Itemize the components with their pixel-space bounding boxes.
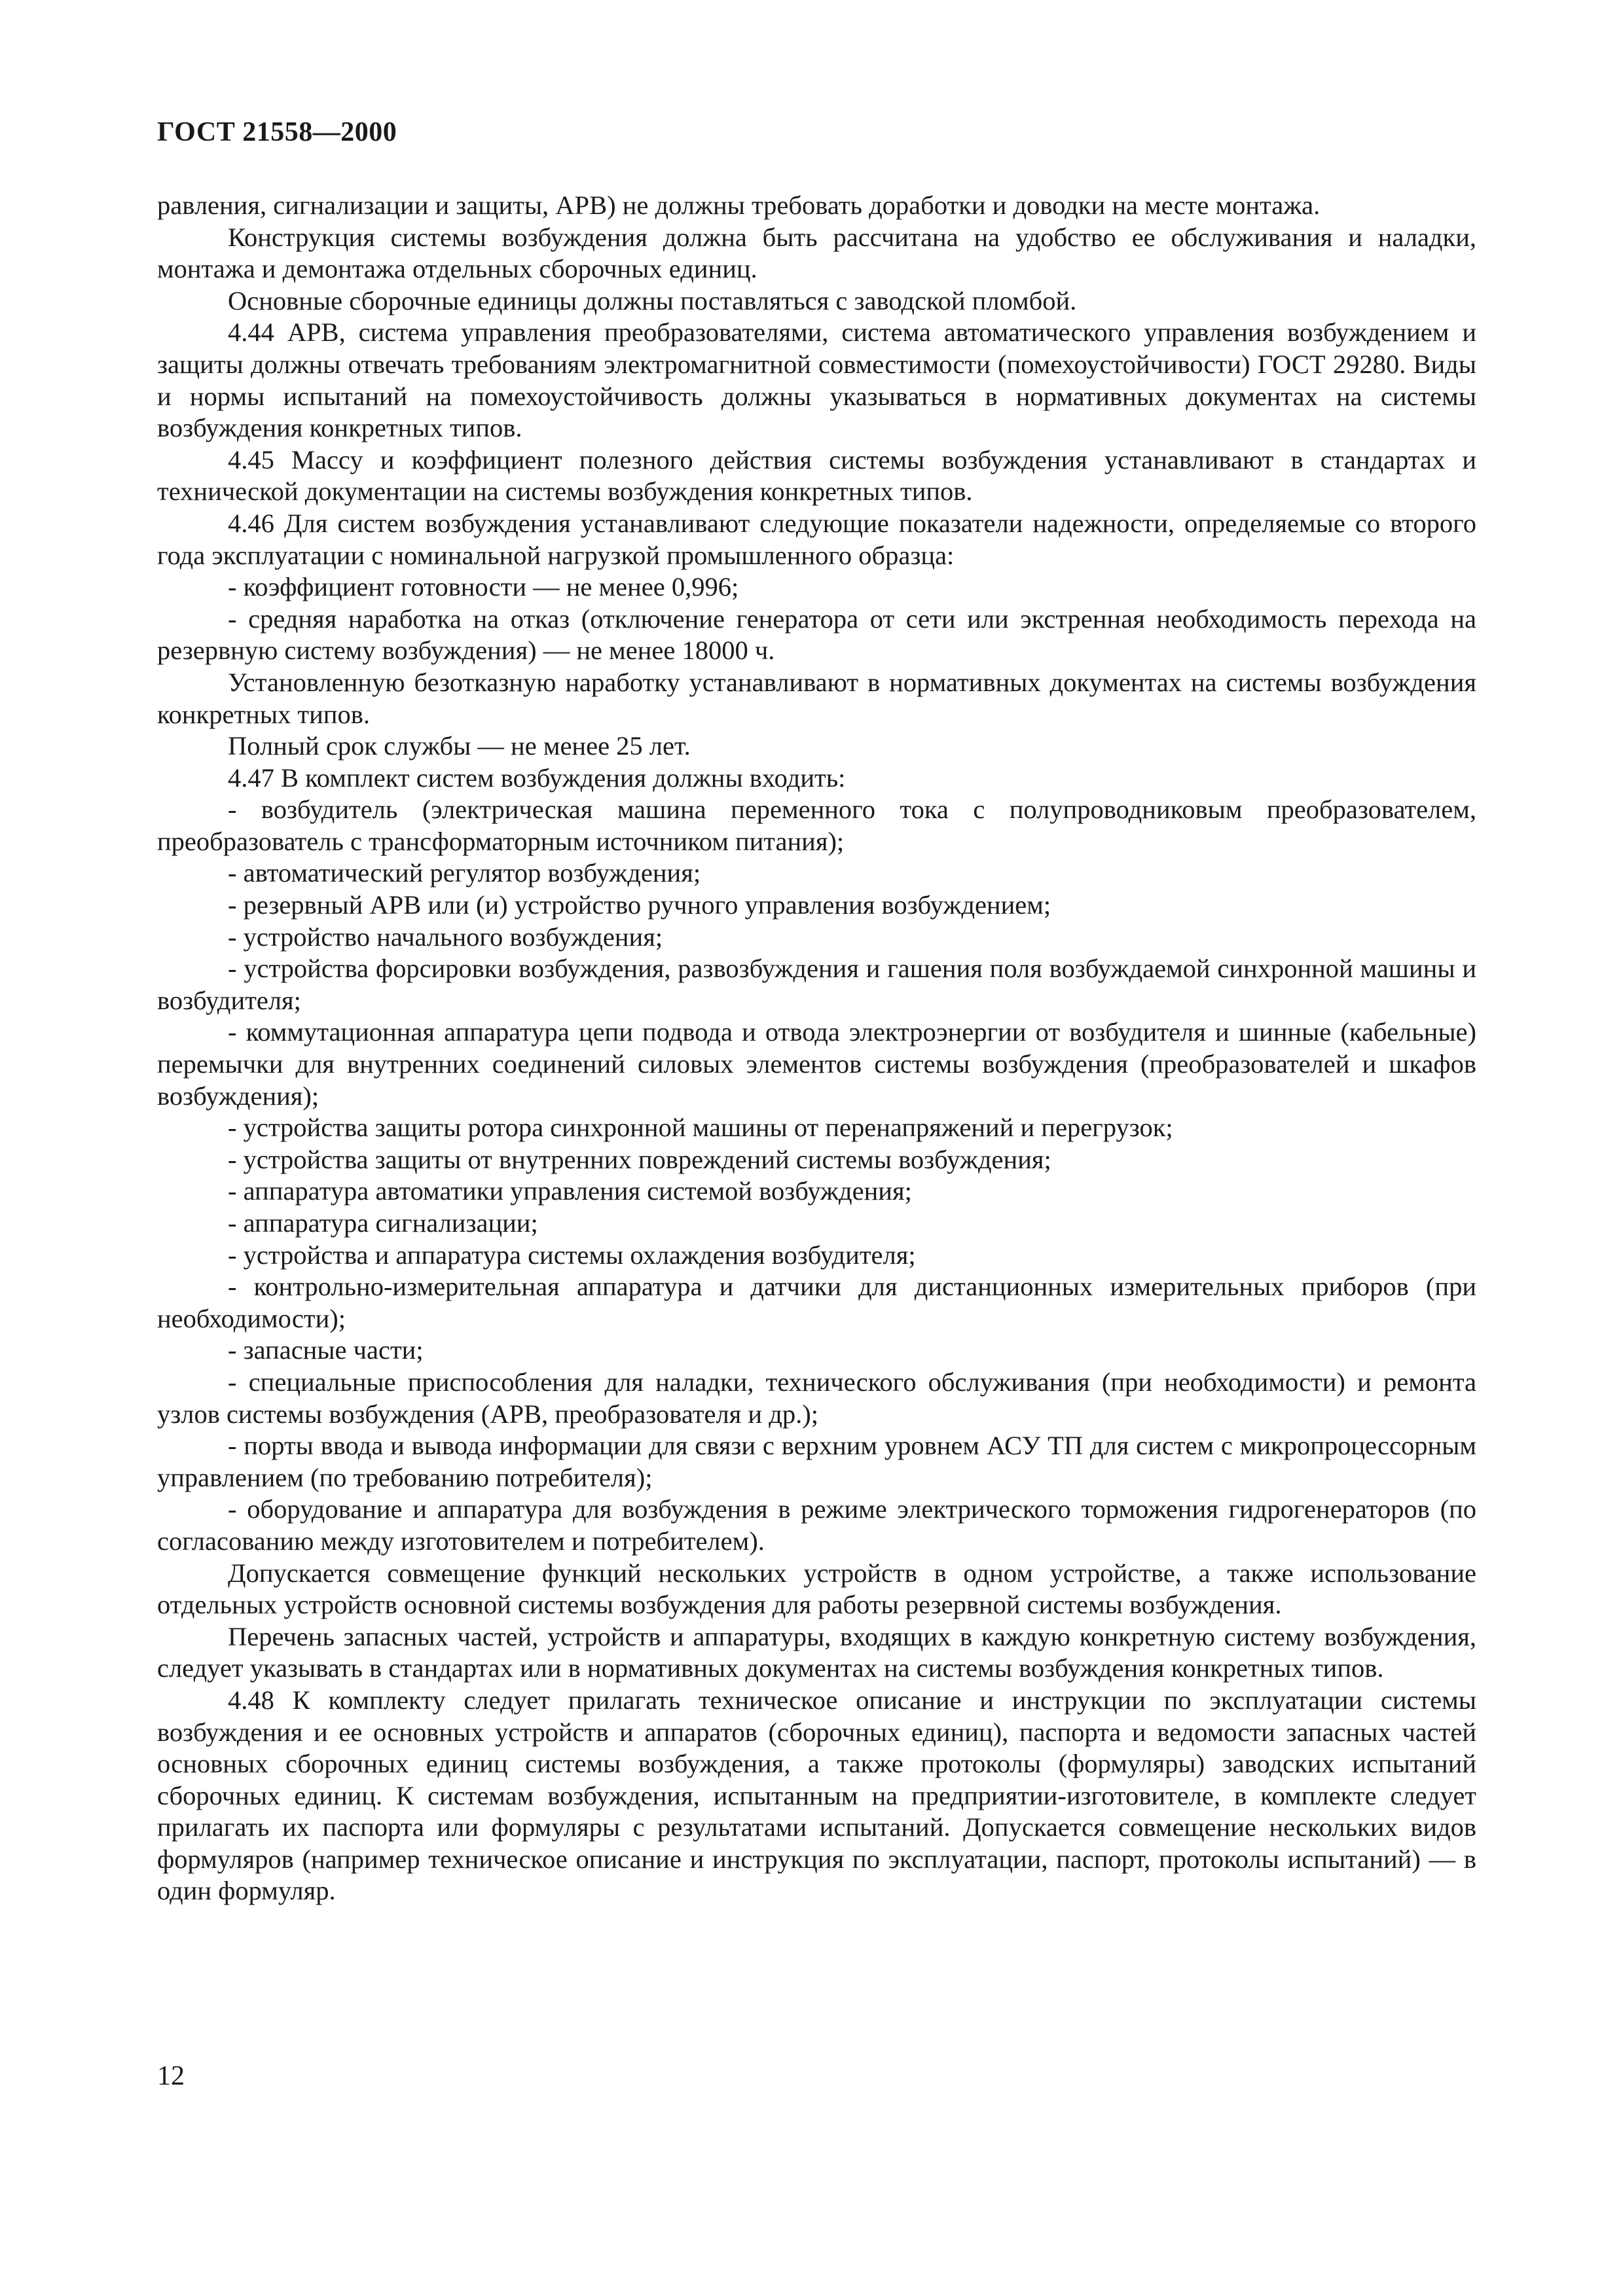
paragraph: - устройства защиты ротора синхронной машины от перенапряжений и перегрузок; bbox=[228, 1113, 1173, 1143]
paragraph: - оборудование и аппаратура для возбуждения в режиме электрического торможения гидрогенераторов (по согласованию между изготовителем и потребителем). bbox=[157, 1494, 1476, 1556]
paragraph: 4.44 АРВ, система управления преобразователями, система автоматического управления возбуждением и защиты должны отвечать требованиям электромагнитной совместимости (помехоустойчивости) ГОСТ 29280. Виды и нормы испытаний на помехоустойчивость должны указываться в нормативных документах на системы возбуждения конкретных типов. bbox=[157, 317, 1476, 443]
document-body bbox=[157, 190, 1476, 1907]
paragraph: - порты ввода и вывода информации для связи с верхним уровнем АСУ ТП для систем с микропроцессорным управлением (по требованию потребителя); bbox=[157, 1431, 1476, 1492]
paragraph: - резервный АРВ или (и) устройство ручного управления возбуждением; bbox=[228, 890, 1051, 920]
paragraph: - аппаратура автоматики управления системой возбуждения; bbox=[228, 1176, 912, 1206]
paragraph: - аппаратура сигнализации; bbox=[228, 1208, 538, 1238]
paragraph: 4.45 Массу и коэффициент полезного действия системы возбуждения устанавливают в стандартах и технической документации на системы возбуждения конкретных типов. bbox=[157, 444, 1476, 507]
paragraph: - средняя наработка на отказ (отключение генератора от сети или экстренная необходимость перехода на резервную систему возбуждения) — не менее 18000 ч. bbox=[157, 603, 1476, 666]
paragraph: - возбудитель (электрическая машина переменного тока с полупроводниковым преобразователем, преобразователь с трансформаторным источником питания); bbox=[157, 795, 1476, 856]
paragraph: - запасные части; bbox=[228, 1335, 424, 1365]
paragraph: - специальные приспособления для наладки, технического обслуживания (при необходимости) и ремонта узлов системы возбуждения (АРВ, преобразователя и др.); bbox=[157, 1367, 1476, 1429]
paragraph: Установленную безотказную наработку устанавливают в нормативных документах на системы возбуждения конкретных типов. bbox=[157, 667, 1476, 729]
paragraph: 4.46 Для систем возбуждения устанавливают следующие показатели надежности, определяемые со второго года эксплуатации с номинальной нагрузкой промышленного образца: bbox=[157, 508, 1476, 570]
paragraph: - устройство начального возбуждения; bbox=[228, 922, 663, 952]
paragraph: - устройства и аппаратура системы охлаждения возбудителя; bbox=[228, 1240, 916, 1270]
paragraph: Перечень запасных частей, устройств и аппаратуры, входящих в каждую конкретную систему возбуждения, следует указывать в стандартах или в нормативных документах на системы возбуждения конкретных типов. bbox=[157, 1621, 1476, 1683]
paragraph: Основные сборочные единицы должны поставляться с заводской пломбой. bbox=[228, 285, 1077, 315]
paragraph: равления, сигнализации и защиты, АРВ) не должны требовать доработки и доводки на месте монтажа. bbox=[157, 190, 1321, 220]
paragraph: Допускается совмещение функций нескольких устройств в одном устройстве, а также использование отдельных устройств основной системы возбуждения для работы резервной системы возбуждения. bbox=[157, 1558, 1476, 1620]
paragraph: - устройства форсировки возбуждения, развозбуждения и гашения поля возбуждаемой синхронной машины и возбудителя; bbox=[157, 954, 1476, 1015]
paragraph: 4.47 В комплект систем возбуждения должны входить: bbox=[228, 762, 846, 793]
paragraph: Полный срок службы — не менее 25 лет. bbox=[228, 731, 691, 761]
paragraph: 4.48 К комплекту следует прилагать техническое описание и инструкции по эксплуатации системы возбуждения и ее основных устройств и аппаратов (сборочных единиц), паспорта и ведомости запасных частей основных сборочных единиц системы возбуждения, а также протоколы (формуляры) заводских испытаний сборочных единиц. К системам возбуждения, испытанным на предприятии-изготовителе, в комплекте следует прилагать их паспорта или формуляры с результатами испытаний. Допускается совмещение нескольких видов формуляров (например техническое описание и инструкция по эксплуатации, паспорт, протоколы испытаний) — в один формуляр. bbox=[157, 1685, 1476, 1906]
paragraph: Конструкция системы возбуждения должна быть рассчитана на удобство ее обслуживания и наладки, монтажа и демонтажа отдельных сборочных единиц. bbox=[157, 222, 1476, 284]
document-header: ГОСТ 21558—2000 bbox=[157, 117, 397, 147]
paragraph: - коэффициент готовности — не менее 0,996; bbox=[228, 572, 739, 602]
paragraph: - коммутационная аппаратура цепи подвода и отвода электроэнергии от возбудителя и шинные (кабельные) перемычки для внутренних соединений силовых элементов системы возбуждения (преобразователей и шкафов возбуждения); bbox=[157, 1017, 1476, 1111]
page-number: 12 bbox=[157, 2061, 185, 2091]
paragraph: - автоматический регулятор возбуждения; bbox=[228, 858, 701, 888]
paragraph: - устройства защиты от внутренних повреждений системы возбуждения; bbox=[228, 1144, 1051, 1174]
paragraph: - контрольно-измерительная аппаратура и датчики для дистанционных измерительных приборов (при необходимости); bbox=[157, 1272, 1476, 1333]
